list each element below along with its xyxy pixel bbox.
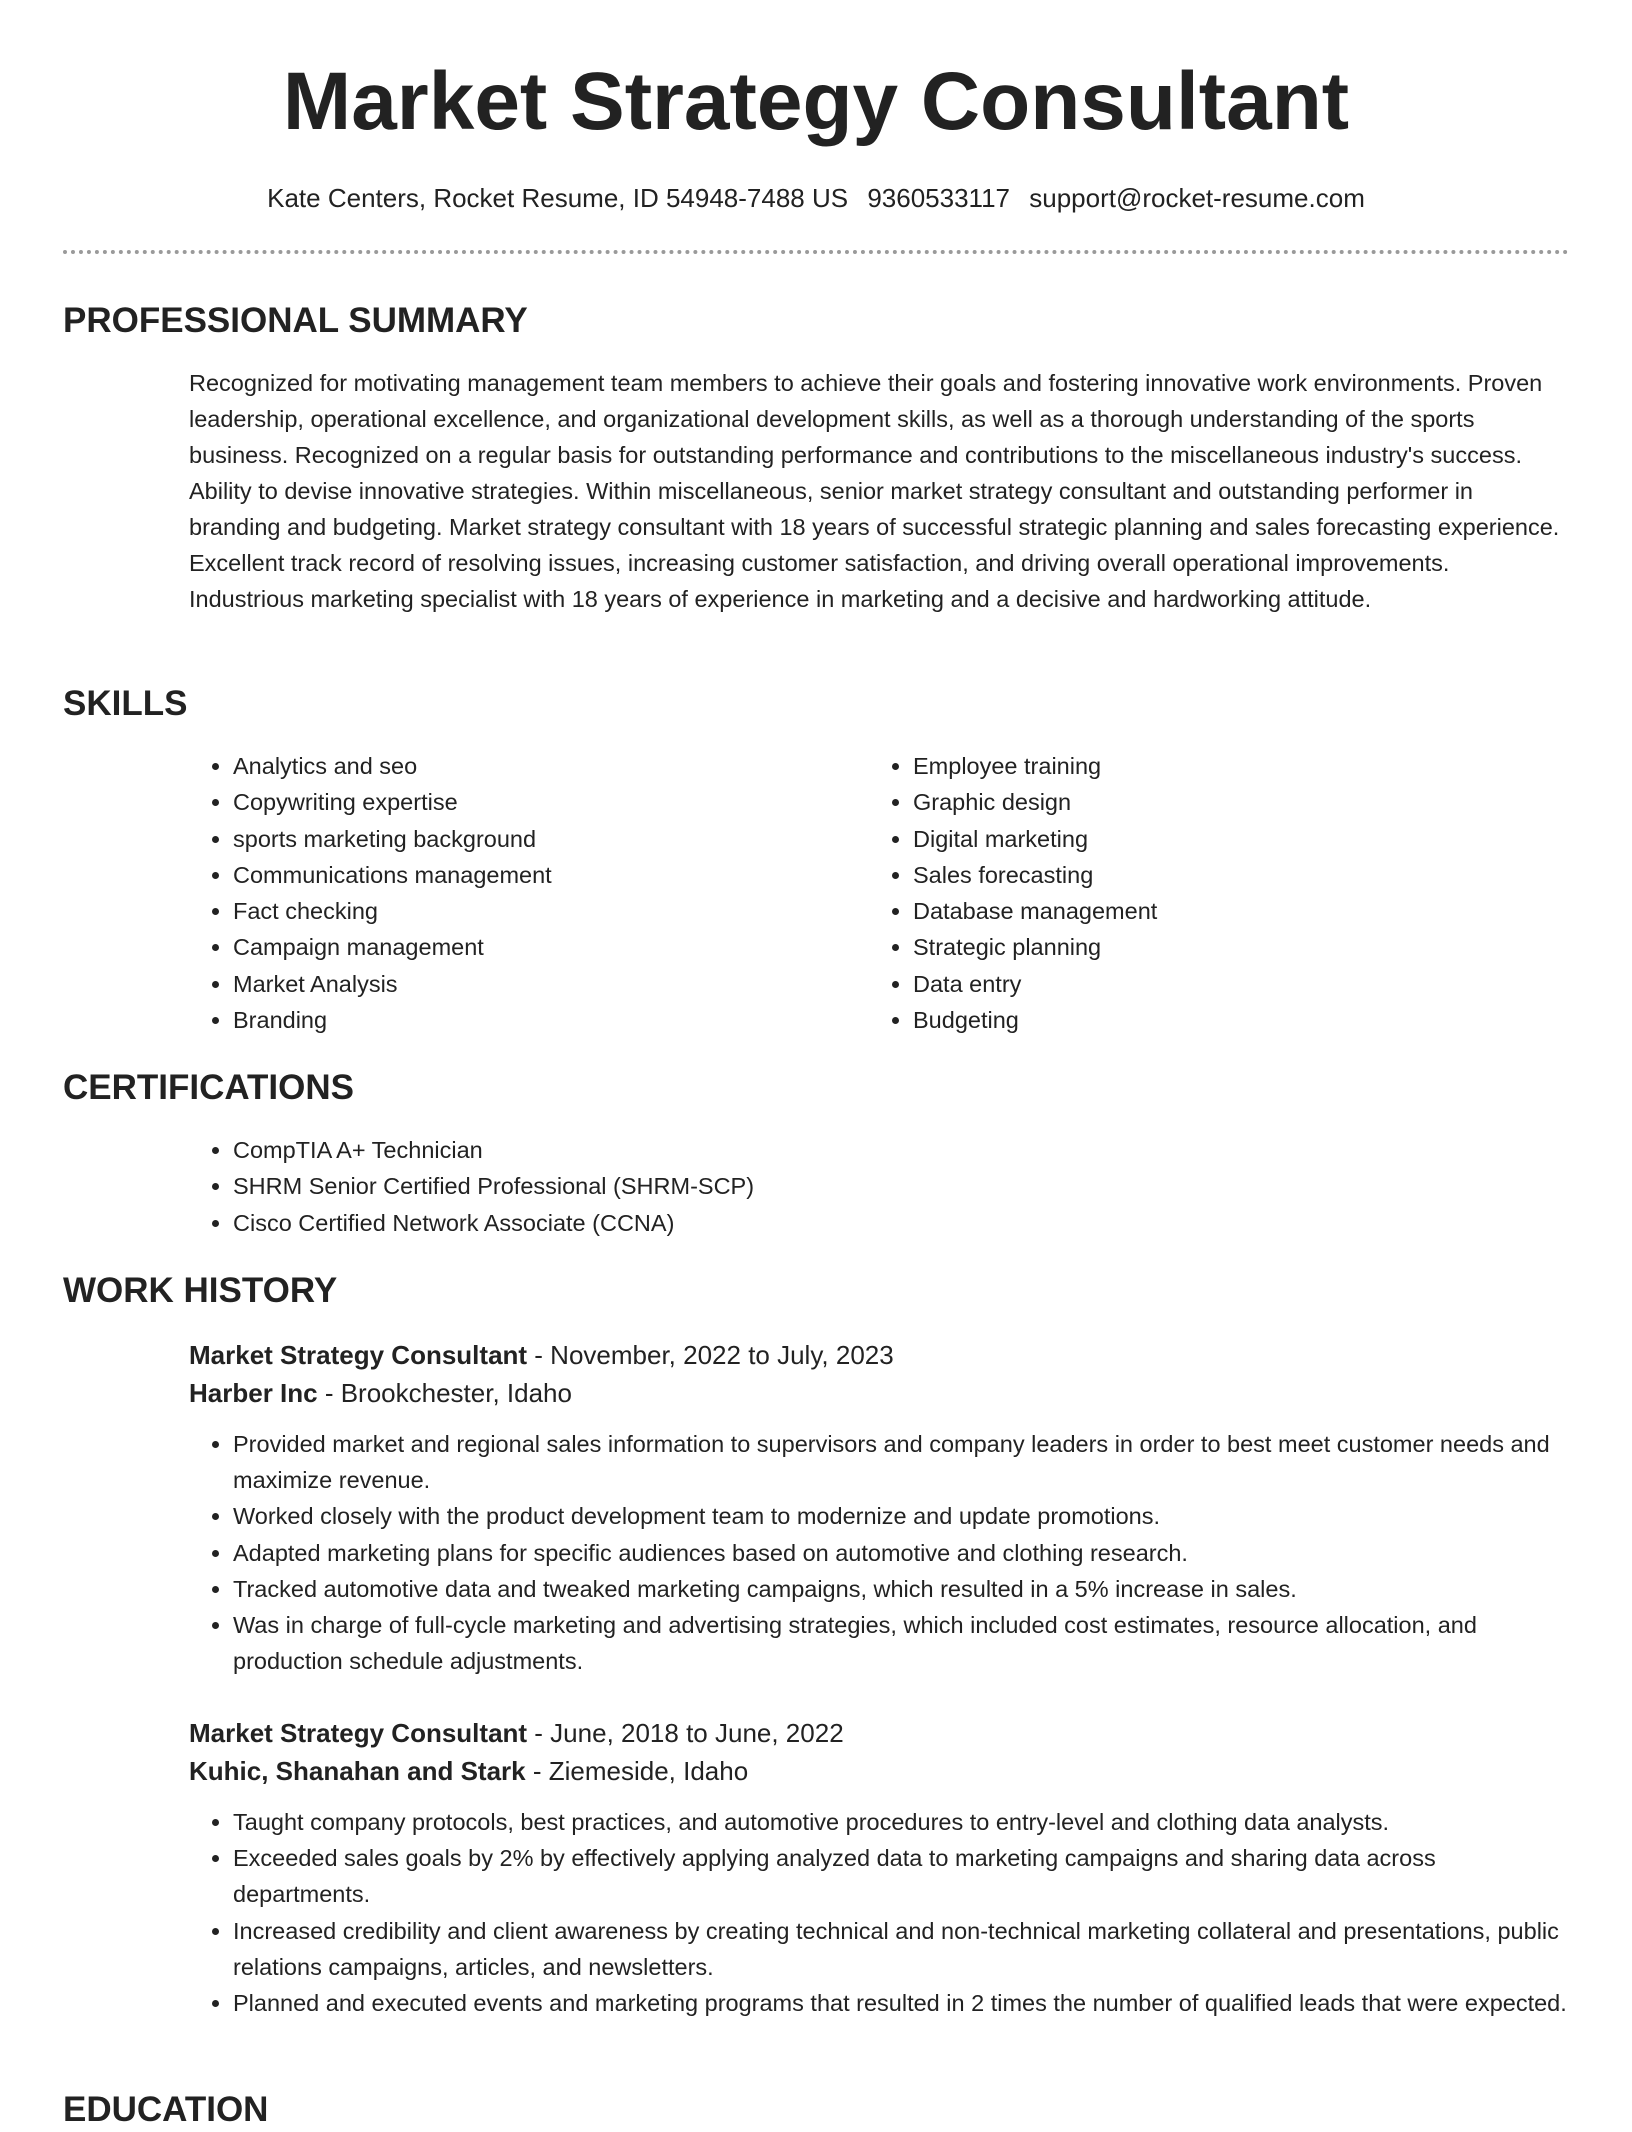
job-dates: - November, 2022 to July, 2023 <box>527 1340 894 1370</box>
skill-item: • Data entry <box>913 966 1509 1002</box>
skill-item: • Campaign management <box>233 929 829 965</box>
job-title: Market Strategy Consultant <box>189 1718 528 1748</box>
skill-item: • Digital marketing <box>913 821 1509 857</box>
job-bullet: • Tracked automotive data and tweaked marketing campaigns, which resulted in a 5% increase in sales. <box>233 1571 1569 1607</box>
skill-item: • Employee training <box>913 748 1509 784</box>
job-bullet: • Worked closely with the product development team to modernize and update promotions. <box>233 1498 1569 1534</box>
job-company-line <box>189 1752 1569 1790</box>
job-title: Market Strategy Consultant <box>189 1340 528 1370</box>
skills-list-left <box>189 748 829 1038</box>
skill-item: • Strategic planning <box>913 929 1509 965</box>
skill-item: • Analytics and seo <box>233 748 829 784</box>
contact-line <box>0 180 1632 216</box>
job-entry-2 <box>189 1714 1569 2021</box>
job-dates: - June, 2018 to June, 2022 <box>527 1718 844 1748</box>
job-bullet: • Increased credibility and client awareness by creating technical and non-technical marketing collateral and presentations, public relations campaigns, articles, and newsletters. <box>233 1913 1569 1985</box>
summary-text: Recognized for motivating management team members to achieve their goals and fostering innovative work environments. Proven leadership, operational excellence, and organizational development skills, as well as a thorough understanding of the sports business. Recognized on a regular basis for outstanding performance and contributions to the miscellaneous industry's success. Ability to devise innovative strategies. Within miscellaneous, senior market strategy consultant and outstanding performer in branding and budgeting. Market strategy consultant with 18 years of successful strategic planning and sales forecasting experience. Excellent track record of resolving issues, increasing customer satisfaction, and driving overall operational improvements. Industrious marketing specialist with 18 years of experience in marketing and a decisive and hardworking attitude. <box>189 370 1560 612</box>
job-location: - Brookchester, Idaho <box>317 1378 572 1408</box>
job-bullet: • Adapted marketing plans for specific audiences based on automotive and clothing research. <box>233 1535 1569 1571</box>
contact-email: support@rocket-resume.com <box>1029 183 1365 213</box>
job-company-line <box>189 1374 1569 1412</box>
job-location: - Ziemeside, Idaho <box>525 1756 749 1786</box>
skill-item: • Communications management <box>233 857 829 893</box>
resume-name: Market Strategy Consultant <box>282 56 1350 147</box>
certification-item: • Cisco Certified Network Associate (CCNA) <box>233 1205 1189 1241</box>
skill-item: • Branding <box>233 1002 829 1038</box>
skill-item: • Sales forecasting <box>913 857 1509 893</box>
work-history-heading: WORK HISTORY <box>63 1271 338 1310</box>
job-bullet: • Provided market and regional sales information to supervisors and company leaders in order to best meet customer needs and maximize revenue. <box>233 1426 1569 1498</box>
skill-item: • sports marketing background <box>233 821 829 857</box>
job-bullets <box>189 1426 1569 1679</box>
job-entry-1 <box>189 1336 1569 1679</box>
skill-item: • Database management <box>913 893 1509 929</box>
job-title-line <box>189 1714 1569 1752</box>
job-bullet: • Exceeded sales goals by 2% by effectively applying analyzed data to marketing campaigns and sharing data across departments. <box>233 1840 1569 1912</box>
job-bullet: • Was in charge of full-cycle marketing and advertising strategies, which included cost estimates, resource allocation, and production schedule adjustments. <box>233 1607 1569 1679</box>
summary-heading: PROFESSIONAL SUMMARY <box>63 301 528 340</box>
skills-heading: SKILLS <box>63 684 188 723</box>
job-bullet: • Taught company protocols, best practices, and automotive procedures to entry-level and clothing data analysts. <box>233 1804 1569 1840</box>
job-title-line <box>189 1336 1569 1374</box>
skill-item: • Budgeting <box>913 1002 1509 1038</box>
header-divider <box>63 250 1569 254</box>
skill-item: • Graphic design <box>913 784 1509 820</box>
job-bullets <box>189 1804 1569 2021</box>
certification-item: • SHRM Senior Certified Professional (SHRM-SCP) <box>233 1168 1189 1204</box>
certifications-heading: CERTIFICATIONS <box>63 1068 355 1107</box>
skills-list-right <box>869 748 1509 1038</box>
skill-item: • Market Analysis <box>233 966 829 1002</box>
job-bullet: • Planned and executed events and marketing programs that resulted in 2 times the number of qualified leads that were expected. <box>233 1985 1569 2021</box>
certifications-list <box>189 1132 1189 1241</box>
contact-address: Kate Centers, Rocket Resume, ID 54948-7488 US <box>267 183 849 213</box>
job-company: Kuhic, Shanahan and Stark <box>189 1756 526 1786</box>
job-company: Harber Inc <box>189 1378 318 1408</box>
certification-item: • CompTIA A+ Technician <box>233 1132 1189 1168</box>
education-heading: EDUCATION <box>63 2090 269 2129</box>
skill-item: • Copywriting expertise <box>233 784 829 820</box>
contact-phone: 9360533117 <box>867 183 1010 213</box>
skill-item: • Fact checking <box>233 893 829 929</box>
